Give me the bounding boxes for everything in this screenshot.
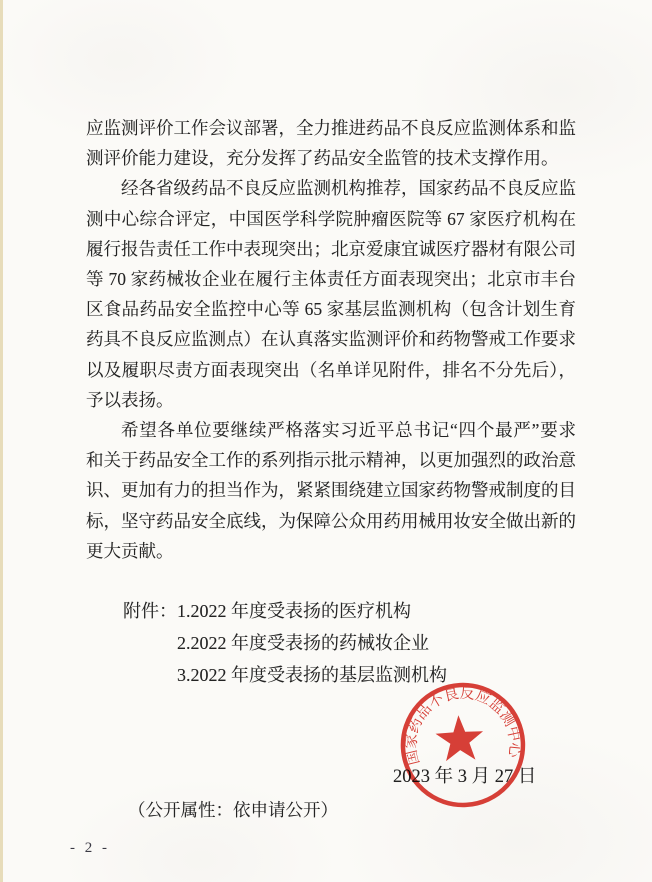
scan-edge <box>0 0 3 882</box>
page-number: - 2 - <box>70 840 110 856</box>
seal-star-icon <box>435 714 485 762</box>
body-line: 识、更加有力的担当作为，紧紧围绕建立国家药物警戒制度的目 <box>86 480 576 501</box>
attachment-label: 附件： <box>123 601 177 621</box>
document-body <box>86 113 576 566</box>
body-line: 经各省级药品不良反应监测机构推荐，国家药品不良反应监 <box>121 178 576 199</box>
attachment-row <box>123 627 447 659</box>
attachment-item: 2.2022 年度受表扬的药械妆企业 <box>177 633 429 653</box>
attachment-indent <box>123 627 177 659</box>
body-line: 以及履职尽责方面表现突出（名单详见附件，排名不分先后）， <box>86 359 576 380</box>
body-line: 予以表扬。 <box>86 389 174 410</box>
attachment-item: 1.2022 年度受表扬的医疗机构 <box>177 601 411 621</box>
body-line: 履行报告责任工作中表现突出；北京爱康宜诚医疗器材有限公司 <box>86 238 576 259</box>
body-line: 区食品药品安全监控中心等 65 家基层监测机构（包含计划生育 <box>86 299 576 320</box>
document-date: 2023 年 3 月 27 日 <box>393 767 537 787</box>
paragraph <box>86 113 576 173</box>
attachment-item: 3.2022 年度受表扬的基层监测机构 <box>177 665 447 685</box>
body-line: 药具不良反应监测点）在认真落实监测评价和药物警戒工作要求 <box>86 329 576 350</box>
attachment-indent <box>123 659 177 691</box>
attachment-list <box>123 595 447 691</box>
disclosure-note: （公开属性：依申请公开） <box>128 800 338 820</box>
paragraph <box>86 415 576 566</box>
body-line: 测评价能力建设，充分发挥了药品安全监管的技术支撑作用。 <box>86 148 559 169</box>
paragraph <box>86 173 576 415</box>
body-line: 应监测评价工作会议部署，全力推进药品不良反应监测体系和监 <box>86 118 576 138</box>
body-line: 测中心综合评定，中国医学科学院肿瘤医院等 67 家医疗机构在 <box>86 208 576 229</box>
seal-text: 国家药品不良反应监测中心 <box>403 685 523 767</box>
body-line: 和关于药品安全工作的系列指示批示精神，以更加强烈的政治意 <box>86 450 576 471</box>
body-line: 等 70 家药械妆企业在履行主体责任方面表现突出；北京市丰台 <box>86 269 576 290</box>
body-line: 希望各单位要继续严格落实习近平总书记“四个最严”要求 <box>121 420 576 441</box>
official-seal <box>394 677 533 816</box>
body-line: 标，坚守药品安全底线，为保障公众用药用械用妆安全做出新的 <box>86 510 576 531</box>
attachment-row <box>123 595 447 627</box>
body-line: 更大贡献。 <box>86 540 174 561</box>
